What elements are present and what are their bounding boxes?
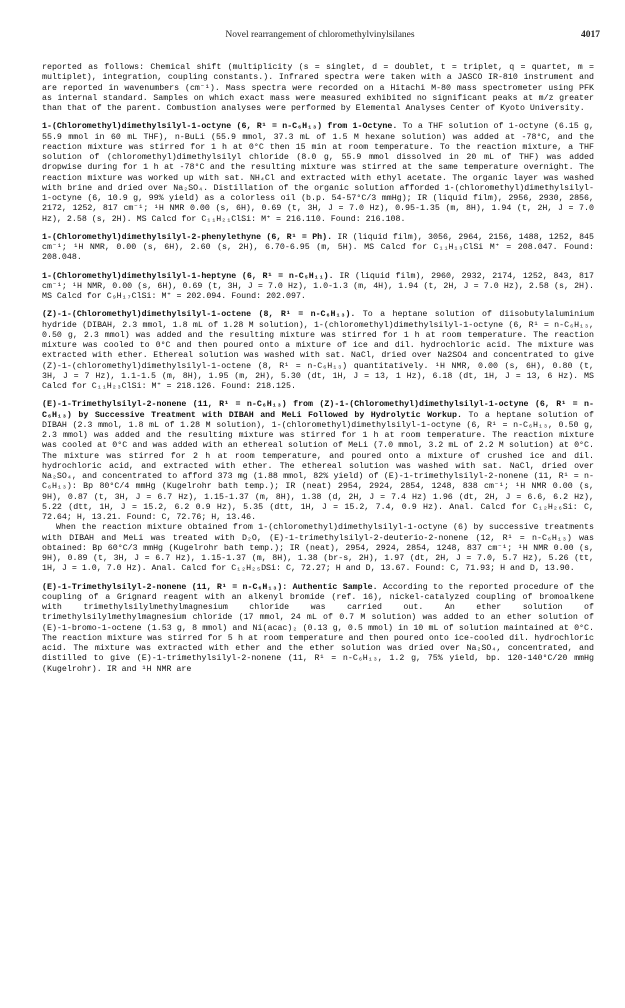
paragraph-text: To a THF solution of 1-octyne (6.15 g, 55.9 mmol in 60 mL THF), n-BuLi (55.9 mmol, 37.3 mL of 1.5 M hexane solution) was added at -78°C, and the reaction mixture was stirred for 1 h at 0°C then 15 min at room temperature. To the reaction mixture, a THF solution of (chloromethyl)dimethylsilyl chloride (8.0 g, 55.9 mmol dissolved in 20 mL of THF) was added dropwise during for 1 h at -78°C and the resulting mixture was stirred at the same temperature overnight. The reaction mixture was worked up with sat. NH₄Cl and extracted with ethyl acetate. The organic layer was washed with brine and dried over Na₂SO₄. Distillation of the organic solution afforded 1-(chloromethyl)dimethylsilyl-1-octyne (6, 10.9 g, 99% yield) as a colorless oil (b.p. 54-57°C/3 mmHg); IR (liquid film), 2956, 2930, 2856, 2172, 1252, 817 cm⁻¹; ¹H NMR 0.00 (s, 6H), 0.69 (t, 3H, J = 7.0 Hz), 0.95-1.35 (m, 8H), 1.94 (t, 2H, J = 7.0 Hz), 2.58 (s, 2H). MS Calcd for C₁₁H₂₁ClSi: M⁺ = 216.110. Found: 216.108.	[42, 122, 594, 224]
paragraph-text: According to the reported procedure of the coupling of a Grignard reagent with an alkenyl bromide (ref. 16), nickel-catalyzed coupling of bromoalkene with trimethylsilylmethylmagnesium chloride was carried out. An ether solution of trimethylsilylmethylmagnesium chloride (17 mmol, 24 mL of 0.7 M solution) was added to an ether solution of (E)-1-bromo-1-octene (1.53 g, 8 mmol) and Ni(acac)₂ (0.13 g, 0.5 mmol) in 10 mL of solution maintained at 0°C. The reaction mixture was stirred for 5 h at room temperature and then poured onto ice-cooled dil. hydrochloric acid. The mixture was extracted with ether and the ether solution was dried over Na₂SO₄, concentrated, and distilled to give (E)-1-trimethylsilyl-2-nonene (11, R¹ = n-C₆H₁₃, 1.2 g, 75% yield, bp. 120-140°C/20 mmHg (Kugelrohr). IR and ¹H NMR are	[42, 582, 594, 674]
paragraph-octyne-synthesis	[42, 122, 594, 225]
paragraph-heading: 1-(Chloromethyl)dimethylsilyl-2-phenylethyne (6, R¹ = Ph).	[42, 232, 333, 242]
paragraph-authentic-sample	[42, 583, 594, 675]
running-title: Novel rearrangement of chloromethylvinylsilanes	[225, 30, 415, 40]
paragraph-text: When the reaction mixture obtained from 1-(chloromethyl)dimethylsilyl-1-octyne (6) by successive treatments with DIBAH and MeLi was treated with D₂O, (E)-1-trimethylsilyl-2-deuterio-2-nonene (12, R¹ = n-C₆H₁₃) was obtained: Bp 60°C/3 mmHg (Kugelrohr bath temp.); IR (neat), 2954, 2924, 2854, 1248, 837 cm⁻¹; ¹H NMR 0.00 (s, 9H), 0.89 (t, 3H, J = 6.7 Hz), 1.15-1.37 (m, 8H), 1.38 (br-s, 2H), 1.97 (dt, 2H, J = 7.0, 5.7 Hz), 5.26 (tt, 1H, J = 1.0, 7.0 Hz). Anal. Calcd for C₁₂H₂₅DSi: C, 72.27; H and D, 13.67. Found: C, 71.93; H and D, 13.90.	[42, 523, 594, 574]
paragraph-text: To a heptane solution of diisobutylaluminium hydride (DIBAH, 2.3 mmol, 1.8 mL of 1.28 M solution), 1-(chloromethyl)dimethylsilyl-1-octyne (6, R¹ = n-C₆H₁₃, 0.50 g, 2.3 mmol) was added and the resulting mixture was stirred for 1 h at room temperature. The reaction mixture was cooled to 0°C and then poured onto a mixture of ice and dil. hydrochloric acid. The mixture was extracted with ether. Ethereal solution was washed with sat. NaCl, dried over Na2SO4 and concentrated to give (Z)-1-(chloromethyl)dimethylsilyl-1-octene (8, R¹ = n-C₆H₁₃) quantitatively. ¹H NMR, 0.00 (s, 6H), 0.80 (t, 3H, J = 7 Hz), 1.1-1.5 (m, 8H), 1.95 (m, 2H), 5.30 (dt, 1H, J = 13, 1 Hz), 6.18 (dt, 1H, J = 13, 6 Hz). MS Calcd for C₁₁H₂₃ClSi: M⁺ = 218.126. Found: 218.125.	[42, 310, 594, 391]
paragraph-heading: 1-(Chloromethyl)dimethylsilyl-1-octyne (6, R¹ = n-C₆H₁₃) from 1-Octyne.	[42, 122, 398, 132]
paragraph-instrumentation	[42, 63, 594, 114]
paragraph-text: IR (liquid film), 2960, 2932, 2174, 1252, 843, 817 cm⁻¹; ¹H NMR, 0.00 (s, 6H), 0.69 (t, 3H, J = 7.0 Hz), 1.0-1.3 (m, 4H), 1.94 (t, 2H, J = 7.0 Hz), 2.58 (s, 2H). MS Calcd for C₉H₁₇ClSi: M⁺ = 202.094. Found: 202.097.	[42, 271, 594, 301]
paragraph-heading: (E)-1-Trimethylsilyl-2-nonene (11, R¹ = n-C₆H₁₃) from (Z)-1-(Chloromethyl)dimethylsilyl-1-octyne (6, R¹ = n-C₆H₁₃) by Successive Treatment with DIBAH and MeLi Followed by Hydrolytic Workup.	[42, 400, 594, 420]
paragraph-text: To a heptane solution of DIBAH (2.3 mmol, 1.8 mL of 1.28 M solution), 1-(chloromethyl)dimethylsilyl-1-octyne (6, R¹ = n-C₆H₁₃, 0.50 g, 2.3 mmol) was added and the resulting mixture was stirred for 1 h at room temperature. The reaction mixture was cooled at 0°C and was added with an ethereal solution of MeLi (7.0 mmol, 3.2 mL of 2.2 M solution) at 0°C. The mixture was stirred for 2 h at room temperature, and poured onto a mixture of crushed ice and dil. hydrochloric acid, and extracted with ether. The ethereal solution was washed with sat. NaCl, dried over Na₂SO₄, and concentrated to afford 373 mg (1.88 mmol, 82% yield) of (E)-1-trimethylsilyl-2-nonene (11, R¹ = n-C₆H₁₃): Bp 80°C/4 mmHg (Kugelrohr bath temp.); IR (neat) 2954, 2924, 2854, 1248, 838 cm⁻¹; ¹H NMR 0.00 (s, 9H), 0.87 (t, 3H, J = 6.7 Hz), 1.15-1.37 (m, 8H), 1.38 (d, 2H, J = 7.4 Hz) 1.96 (dt, 2H, J = 6.6, 6.2 Hz), 5.22 (dtt, 1H, J = 15.2, 6.2 0.9 Hz), 5.35 (dtt, 1H, J = 15.2, 7.4, 0.9 Hz). Anal. Calcd for C₁₂H₂₆Si: C, 72.64; H, 13.21. Found: C, 72.76; H, 13.46.	[42, 410, 594, 522]
article-body	[42, 63, 594, 683]
page-number: 4017	[581, 30, 600, 40]
paragraph-heading: 1-(Chloromethyl)dimethylsilyl-1-heptyne (6, R¹ = n-C₅H₁₁).	[42, 271, 334, 281]
paragraph-deuterio	[42, 523, 594, 574]
paragraph-z-octene	[42, 310, 594, 392]
paragraph-heading: (Z)-1-(Chloromethyl)dimethylsilyl-1-octene (8, R¹ = n-C₆H₁₃).	[42, 310, 356, 320]
paragraph-heptyne	[42, 272, 594, 303]
paragraph-text: IR (liquid film), 3056, 2964, 2156, 1488, 1252, 845 cm⁻¹; ¹H NMR, 0.00 (s, 6H), 2.60 (s, 2H), 6.70-6.95 (m, 5H). MS Calcd for C₁₁H₁₃ClSi M⁺ = 208.047. Found: 208.048.	[42, 232, 594, 263]
paragraph-phenylethyne	[42, 233, 594, 264]
page-header	[40, 30, 600, 44]
paragraph-heading: (E)-1-Trimethylsilyl-2-nonene (11, R¹ = n-C₆H₁₃): Authentic Sample.	[42, 582, 378, 592]
paragraph-e-nonene-dibah	[42, 400, 594, 523]
paragraph-text: reported as follows: Chemical shift (multiplicity (s = singlet, d = doublet, t = triplet, q = quartet, m = multiplet), integration, coupling constants.). Infrared spectra were taken with a JASCO IR-810 instrument and are reported in wavenumbers (cm⁻¹). Mass spectra were recorded on a Hitachi M-80 mass spectrometer using PFK as internal standard. Samples on which exact mass were measured exhibited no significant peaks at m/z greater than that of the parent. Combustion analyses were performed by Elemental Analyses Center of Kyoto University.	[42, 63, 594, 113]
